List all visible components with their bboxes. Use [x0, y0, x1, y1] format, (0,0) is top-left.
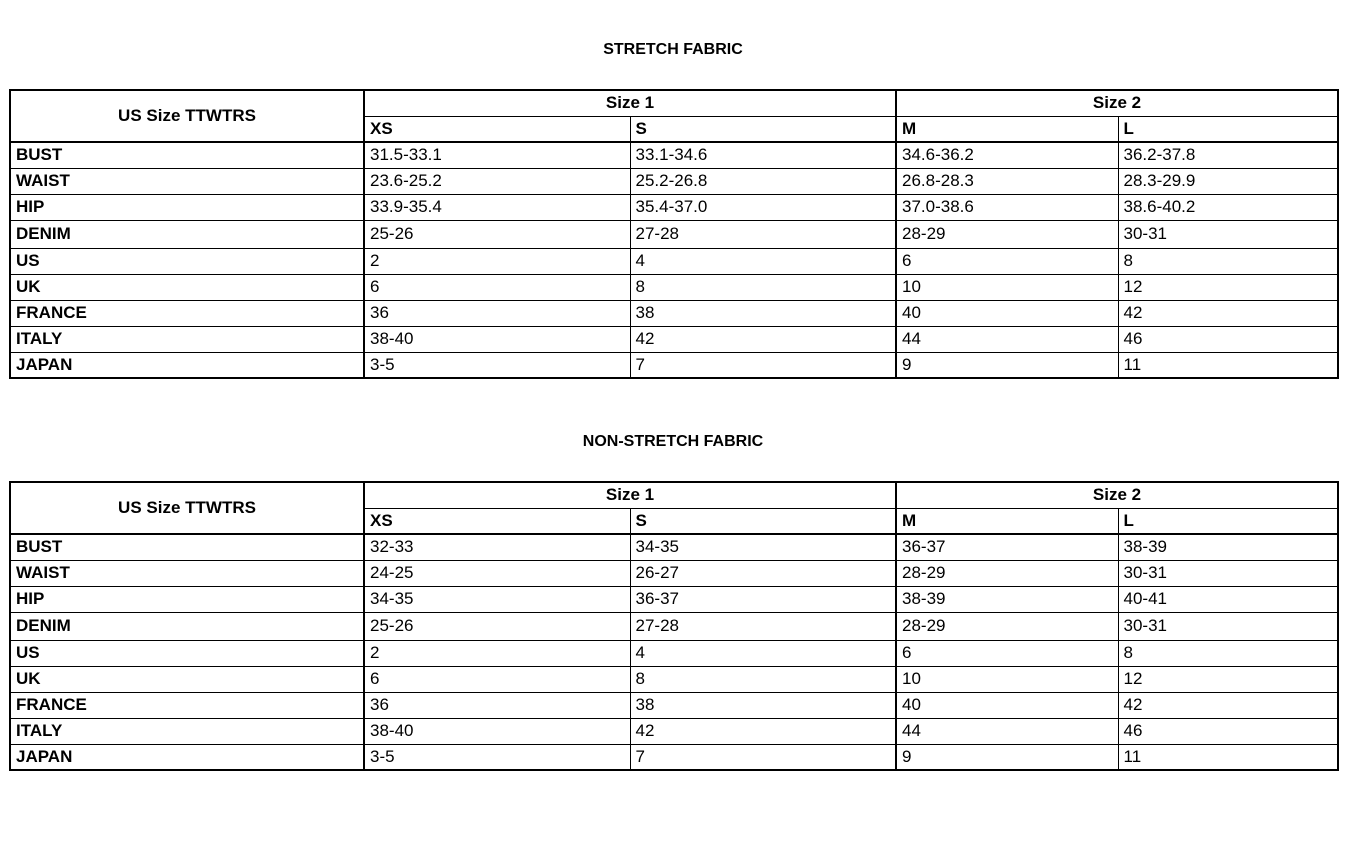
column-header-xs: XS: [364, 508, 630, 534]
table-cell: 7: [630, 352, 896, 378]
table-cell: 6: [896, 640, 1118, 666]
table-cell: 44: [896, 326, 1118, 352]
table-row: [10, 640, 1338, 666]
table-cell: 38-40: [364, 718, 630, 744]
table-cell: 36-37: [896, 534, 1118, 560]
table-row: [10, 326, 1338, 352]
table-cell: 6: [896, 248, 1118, 274]
stretch-fabric-title: STRETCH FABRIC: [603, 41, 743, 58]
table-cell: 9: [896, 352, 1118, 378]
table-row: [10, 692, 1338, 718]
table-row: [10, 352, 1338, 378]
table-cell: 24-25: [364, 560, 630, 586]
column-header-l: L: [1118, 508, 1338, 534]
table-cell: 32-33: [364, 534, 630, 560]
column-header-m: M: [896, 116, 1118, 142]
table-cell: 42: [630, 718, 896, 744]
table-cell: 28-29: [896, 560, 1118, 586]
group-header-size-2: Size 2: [896, 482, 1338, 508]
row-label: JAPAN: [10, 352, 364, 378]
table-cell: 6: [364, 666, 630, 692]
table-cell: 25.2-26.8: [630, 168, 896, 194]
table-cell: 9: [896, 744, 1118, 770]
table-cell: 30-31: [1118, 612, 1338, 640]
table-cell: 12: [1118, 666, 1338, 692]
table-row: [10, 248, 1338, 274]
table-cell: 44: [896, 718, 1118, 744]
table-cell: 46: [1118, 326, 1338, 352]
table-row: [10, 612, 1338, 640]
row-label: US: [10, 640, 364, 666]
table-cell: 40: [896, 692, 1118, 718]
table-cell: 36: [364, 692, 630, 718]
column-header-s: S: [630, 508, 896, 534]
table-row: [10, 560, 1338, 586]
non-stretch-fabric-title: NON-STRETCH FABRIC: [582, 433, 764, 450]
row-label: WAIST: [10, 168, 364, 194]
row-label: UK: [10, 666, 364, 692]
table-row: [10, 194, 1338, 220]
table-cell: 34-35: [364, 586, 630, 612]
table-row: [10, 586, 1338, 612]
table-cell: 42: [1118, 692, 1338, 718]
row-label: DENIM: [10, 220, 364, 248]
table-cell: 8: [1118, 640, 1338, 666]
table-cell: 28.3-29.9: [1118, 168, 1338, 194]
table-cell: 7: [630, 744, 896, 770]
group-header-size-1: Size 1: [364, 482, 896, 508]
row-label: ITALY: [10, 326, 364, 352]
row-label: WAIST: [10, 560, 364, 586]
table-row: [10, 274, 1338, 300]
table-cell: 8: [1118, 248, 1338, 274]
table-cell: 34-35: [630, 534, 896, 560]
table-cell: 38: [630, 300, 896, 326]
table-cell: 42: [630, 326, 896, 352]
table-cell: 28-29: [896, 612, 1118, 640]
row-label: US: [10, 248, 364, 274]
table-cell: 33.9-35.4: [364, 194, 630, 220]
table-cell: 2: [364, 248, 630, 274]
table-cell: 4: [630, 640, 896, 666]
table-cell: 8: [630, 274, 896, 300]
column-header-s: S: [630, 116, 896, 142]
column-header-xs: XS: [364, 116, 630, 142]
table-cell: 8: [630, 666, 896, 692]
table-cell: 38-39: [896, 586, 1118, 612]
table-cell: 40-41: [1118, 586, 1338, 612]
table-row: [10, 666, 1338, 692]
table-cell: 37.0-38.6: [896, 194, 1118, 220]
table-cell: 25-26: [364, 220, 630, 248]
column-header-m: M: [896, 508, 1118, 534]
table-cell: 36.2-37.8: [1118, 142, 1338, 168]
table-cell: 11: [1118, 352, 1338, 378]
table-cell: 27-28: [630, 612, 896, 640]
table-row: [10, 300, 1338, 326]
row-label: JAPAN: [10, 744, 364, 770]
table-cell: 38: [630, 692, 896, 718]
row-label: BUST: [10, 142, 364, 168]
table-cell: 38-39: [1118, 534, 1338, 560]
table-row: [10, 168, 1338, 194]
table-cell: 36-37: [630, 586, 896, 612]
table-cell: 42: [1118, 300, 1338, 326]
row-label: HIP: [10, 586, 364, 612]
corner-header: US Size TTWTRS: [10, 482, 364, 534]
row-label: UK: [10, 274, 364, 300]
table-cell: 25-26: [364, 612, 630, 640]
table-row: [10, 220, 1338, 248]
table-cell: 31.5-33.1: [364, 142, 630, 168]
table-cell: 6: [364, 274, 630, 300]
table-cell: 26.8-28.3: [896, 168, 1118, 194]
stretch-fabric-size-table: [9, 89, 1339, 379]
table-row: [10, 718, 1338, 744]
table-cell: 12: [1118, 274, 1338, 300]
table-row: [10, 142, 1338, 168]
table-cell: 4: [630, 248, 896, 274]
non-stretch-fabric-size-table: [9, 481, 1339, 771]
table-cell: 35.4-37.0: [630, 194, 896, 220]
row-label: FRANCE: [10, 300, 364, 326]
group-header-size-1: Size 1: [364, 90, 896, 116]
table-cell: 36: [364, 300, 630, 326]
group-header-size-2: Size 2: [896, 90, 1338, 116]
table-header-group-row: [10, 482, 1338, 508]
table-cell: 28-29: [896, 220, 1118, 248]
row-label: ITALY: [10, 718, 364, 744]
table-row: [10, 534, 1338, 560]
row-label: FRANCE: [10, 692, 364, 718]
table-cell: 30-31: [1118, 560, 1338, 586]
row-label: DENIM: [10, 612, 364, 640]
corner-header: US Size TTWTRS: [10, 90, 364, 142]
table-cell: 23.6-25.2: [364, 168, 630, 194]
table-cell: 2: [364, 640, 630, 666]
table-cell: 33.1-34.6: [630, 142, 896, 168]
row-label: BUST: [10, 534, 364, 560]
table-cell: 38-40: [364, 326, 630, 352]
table-cell: 11: [1118, 744, 1338, 770]
table-cell: 46: [1118, 718, 1338, 744]
table-row: [10, 744, 1338, 770]
table-cell: 3-5: [364, 744, 630, 770]
table-cell: 38.6-40.2: [1118, 194, 1338, 220]
table-cell: 34.6-36.2: [896, 142, 1118, 168]
table-cell: 40: [896, 300, 1118, 326]
table-cell: 27-28: [630, 220, 896, 248]
table-cell: 30-31: [1118, 220, 1338, 248]
table-header-group-row: [10, 90, 1338, 116]
table-cell: 10: [896, 666, 1118, 692]
table-cell: 26-27: [630, 560, 896, 586]
row-label: HIP: [10, 194, 364, 220]
table-cell: 10: [896, 274, 1118, 300]
column-header-l: L: [1118, 116, 1338, 142]
table-cell: 3-5: [364, 352, 630, 378]
